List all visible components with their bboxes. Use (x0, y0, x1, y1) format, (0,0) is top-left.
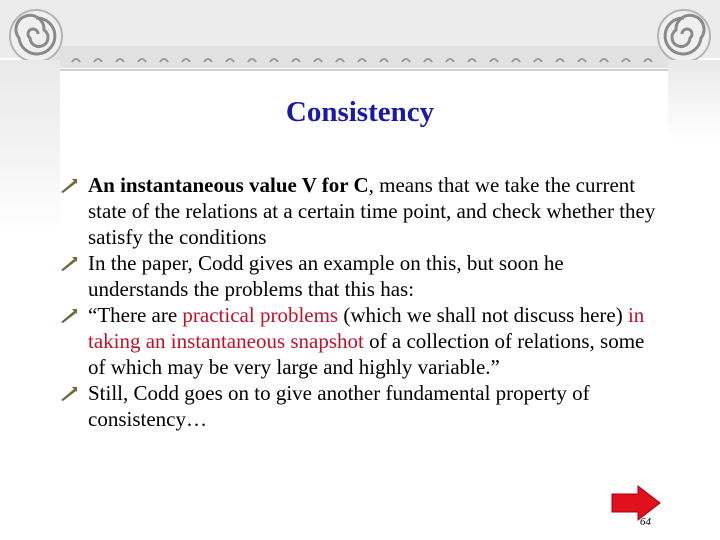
bullet-list (60, 172, 660, 432)
right-volute-icon (658, 10, 710, 62)
bullet-text-part: , means that we take the current state of the relations at a certain time point, and check whether they satisfy the conditions (88, 173, 656, 249)
left-volute-icon (10, 10, 62, 62)
bullet-text-part: An instantaneous value V for C (88, 173, 369, 197)
list-item (60, 302, 660, 380)
bullet-text-part: In the paper, Codd gives an example on this, but soon he understands the problems that this has: (88, 251, 564, 301)
arrow-bullet-icon (60, 386, 78, 402)
list-item (60, 172, 660, 250)
bullet-text-part: Still, Codd goes on to give another fundamental property of consistency… (88, 381, 590, 431)
bullet-text-part: practical problems (182, 303, 339, 327)
left-frame-shade (0, 60, 60, 230)
bullet-text-part: in taking an instantaneous snapshot (88, 303, 645, 353)
list-item (60, 250, 660, 302)
bullet-text-part: (which we shall not discuss here) (338, 303, 628, 327)
list-item (60, 380, 660, 432)
arrow-bullet-icon (60, 308, 78, 324)
next-arrow-icon[interactable] (610, 484, 662, 522)
bullet-text-part: of a collection of relations, some of which may be very large and highly variable.” (88, 329, 645, 379)
column-capital-decoration (0, 0, 720, 90)
arrow-bullet-icon (60, 256, 78, 272)
arrow-bullet-icon (60, 178, 78, 194)
bullet-text-part: “There are (88, 303, 183, 327)
page-number: 64 (640, 516, 651, 528)
slide-title: Consistency (285, 96, 435, 128)
